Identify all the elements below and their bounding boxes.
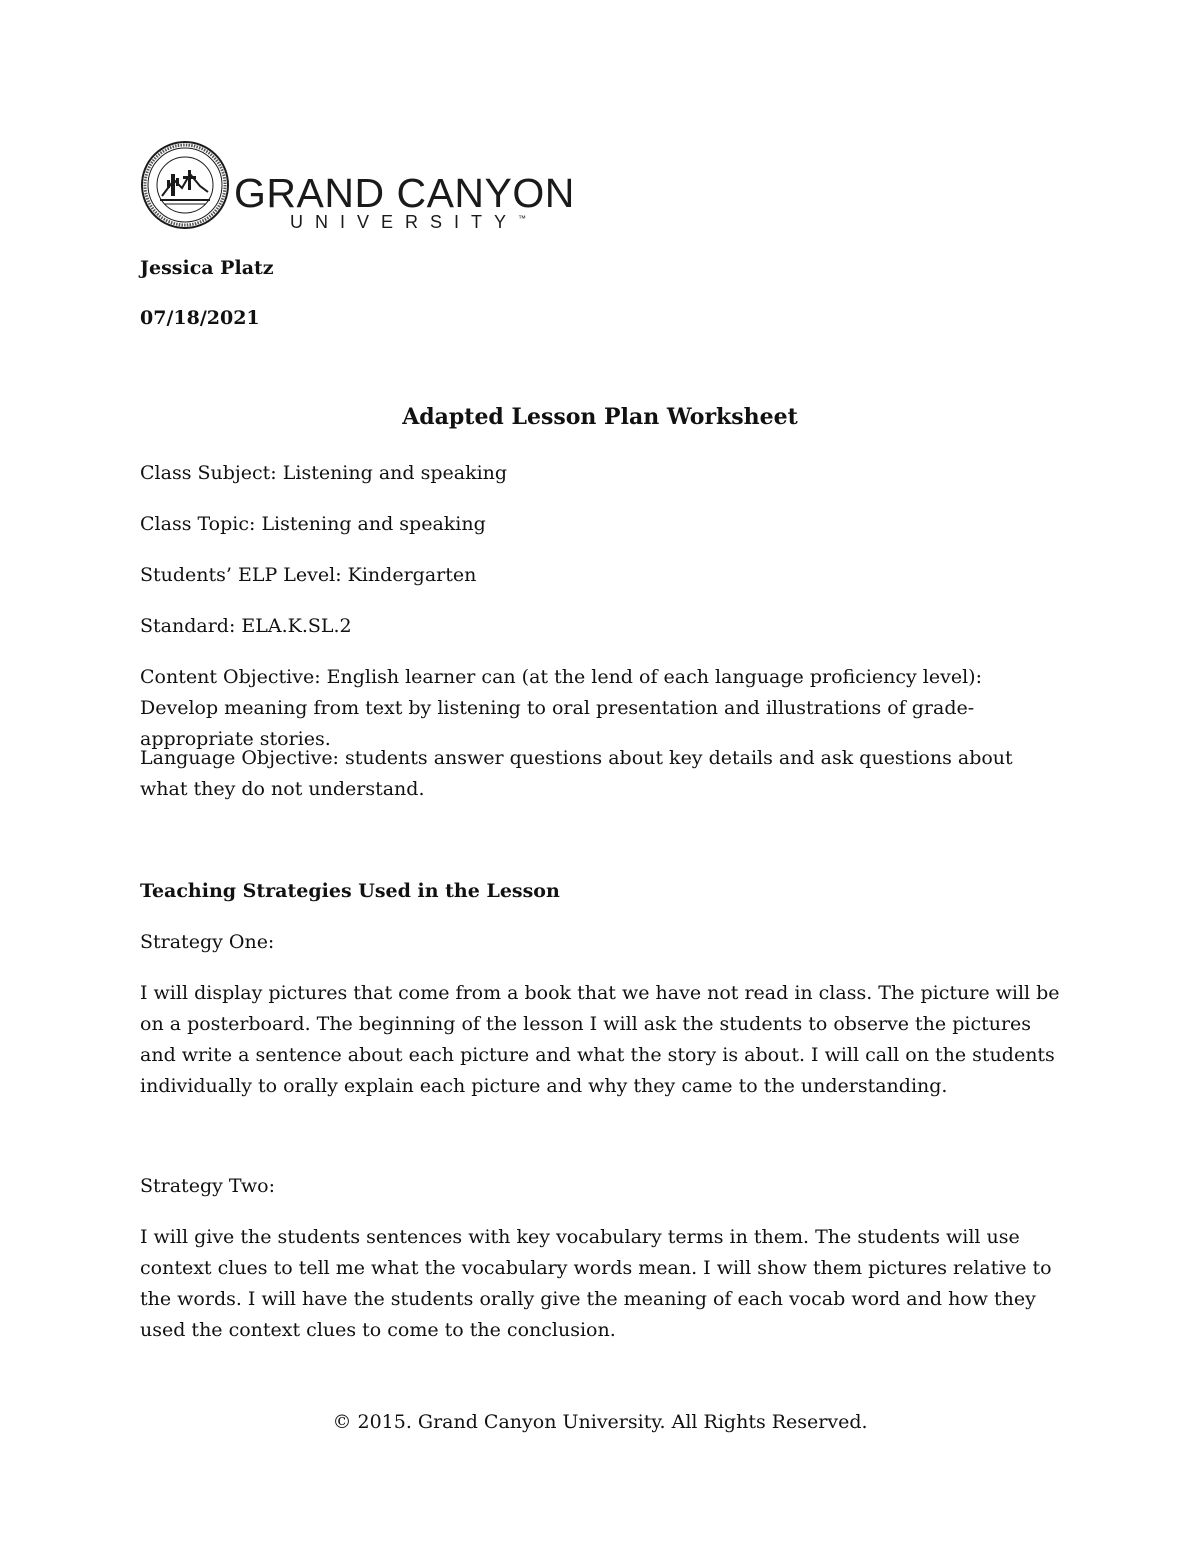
university-seal-icon [140, 140, 230, 230]
class-subject: Class Subject: Listening and speaking [140, 462, 508, 484]
logo-wordmark-line1: GRAND CANYON [234, 170, 575, 216]
strategy-two-text: I will give the students sentences with key vocabulary terms in them. The students will use context clues to tell me what the vocabulary words mean. I will show them pictures relative to the words. I will have the students orally give the meaning of each vocab word and how they used the context clues to come to the conclusion. [140, 1226, 1052, 1341]
elp-level: Students’ ELP Level: Kindergarten [140, 564, 477, 586]
strategy-one-label: Strategy One: [140, 931, 275, 953]
logo-wordmark-line2 [290, 212, 526, 233]
content-objective: Content Objective: English learner can (at the lend of each language proficiency level): Develop meaning from text by listening to oral presentation and illustrations of grade-appropriate stories. [140, 666, 982, 750]
language-objective: Language Objective: students answer questions about key details and ask questions about what they do not understand. [140, 747, 1013, 800]
copyright-footer: © 2015. Grand Canyon University. All Rights Reserved. [332, 1411, 868, 1433]
page-title: Adapted Lesson Plan Worksheet [402, 404, 798, 430]
date: 07/18/2021 [140, 307, 260, 329]
university-logo [140, 140, 575, 232]
strategies-heading: Teaching Strategies Used in the Lesson [140, 880, 560, 902]
standard: Standard: ELA.K.SL.2 [140, 615, 352, 637]
strategy-one-text: I will display pictures that come from a book that we have not read in class. The picture will be on a posterboard. The beginning of the lesson I will ask the students to observe the pictures and write a sentence about each picture and what the story is about. I will call on the students individually to orally explain each picture and why they came to the understanding. [140, 982, 1060, 1097]
author-name: Jessica Platz [140, 257, 274, 279]
logo-wordmark-university: UNIVERSITY [290, 212, 519, 232]
class-topic: Class Topic: Listening and speaking [140, 513, 486, 535]
trademark-symbol: ™ [518, 214, 527, 223]
strategy-two-label: Strategy Two: [140, 1175, 275, 1197]
